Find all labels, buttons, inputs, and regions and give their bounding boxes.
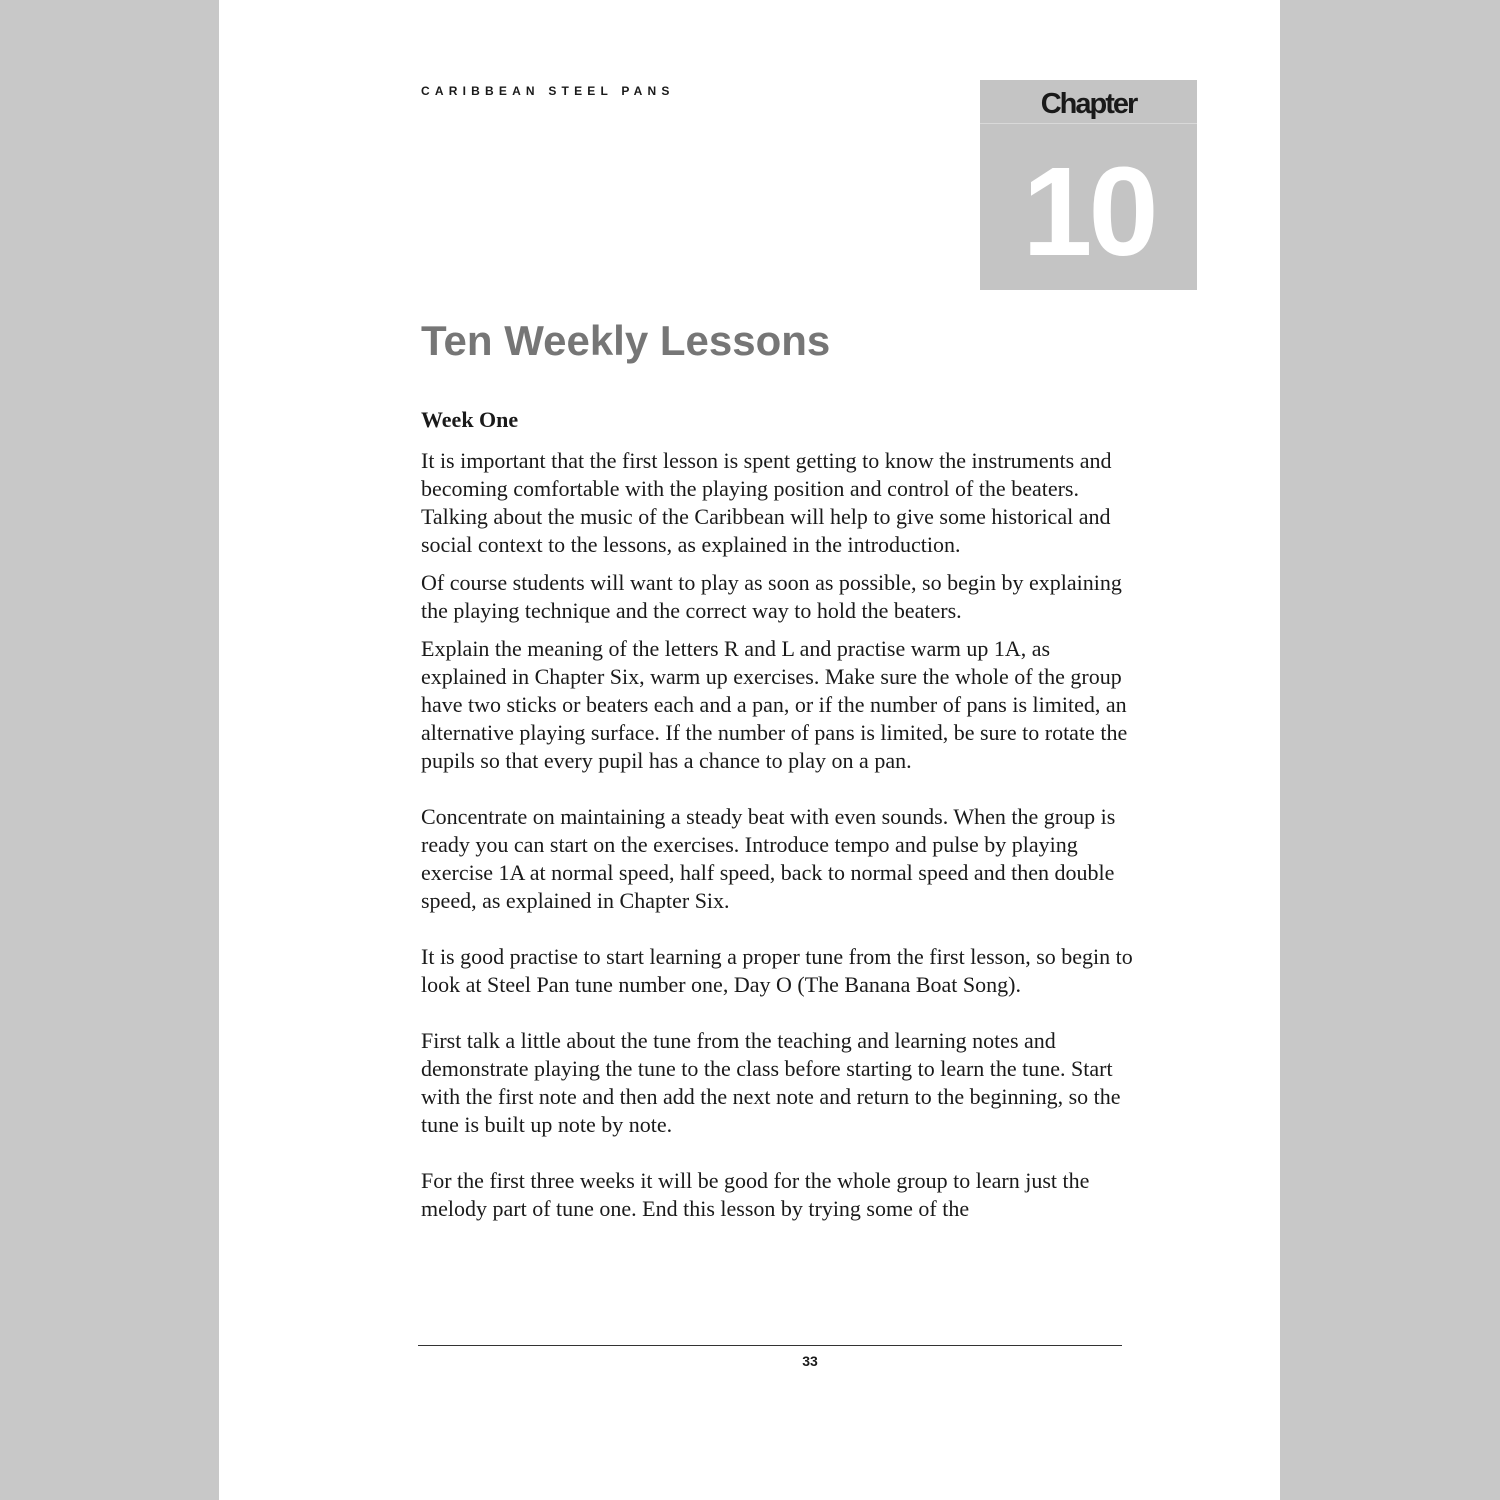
paragraph: For the first three weeks it will be good for the whole group to learn just the melody part of tune one. End this lesson by trying some of the	[421, 1168, 1090, 1221]
paragraph: Of course students will want to play as soon as possible, so begin by explaining the playing technique and the correct way to hold the beaters.	[421, 570, 1122, 623]
page-number: 33	[802, 1353, 818, 1369]
section-heading: Week One	[421, 407, 519, 432]
paragraph: Concentrate on maintaining a steady beat with even sounds. When the group is ready you can start on the exercises. Introduce tempo and pulse by playing exercise 1A at normal speed, half speed, back to normal speed and then double speed, as explained in Chapter Six.	[421, 804, 1116, 913]
running-header: CARIBBEAN STEEL PANS	[421, 84, 675, 98]
footer-rule	[418, 1345, 1122, 1346]
paragraph: Explain the meaning of the letters R and L and practise warm up 1A, as explained in Chapter Six, warm up exercises. Make sure the whole of the group have two sticks or beaters each and a pan, or if the number of pans is limited, an alternative playing surface. If the number of pans is limited, be sure to rotate the pupils so that every pupil has a chance to play on a pan.	[421, 636, 1128, 773]
chapter-title: Ten Weekly Lessons	[421, 317, 831, 364]
body-text	[421, 405, 1141, 1223]
paragraph: First talk a little about the tune from the teaching and learning notes and demonstrate playing the tune to the class before starting to learn the tune. Start with the first note and then add the next note and return to the beginning, so the tune is built up note by note.	[421, 1028, 1121, 1137]
paragraph: It is important that the first lesson is spent getting to know the instruments and becoming comfortable with the playing position and control of the beaters. Talking about the music of the Caribbean will help to give some historical and social context to the lessons, as explained in the introduction.	[421, 448, 1112, 557]
document-page	[219, 0, 1280, 1500]
paragraph: It is good practise to start learning a proper tune from the first lesson, so begin to look at Steel Pan tune number one, Day O (The Banana Boat Song).	[421, 944, 1133, 997]
chapter-label: Chapter	[980, 80, 1197, 124]
chapter-box	[980, 80, 1197, 290]
chapter-number: 10	[1022, 141, 1155, 282]
